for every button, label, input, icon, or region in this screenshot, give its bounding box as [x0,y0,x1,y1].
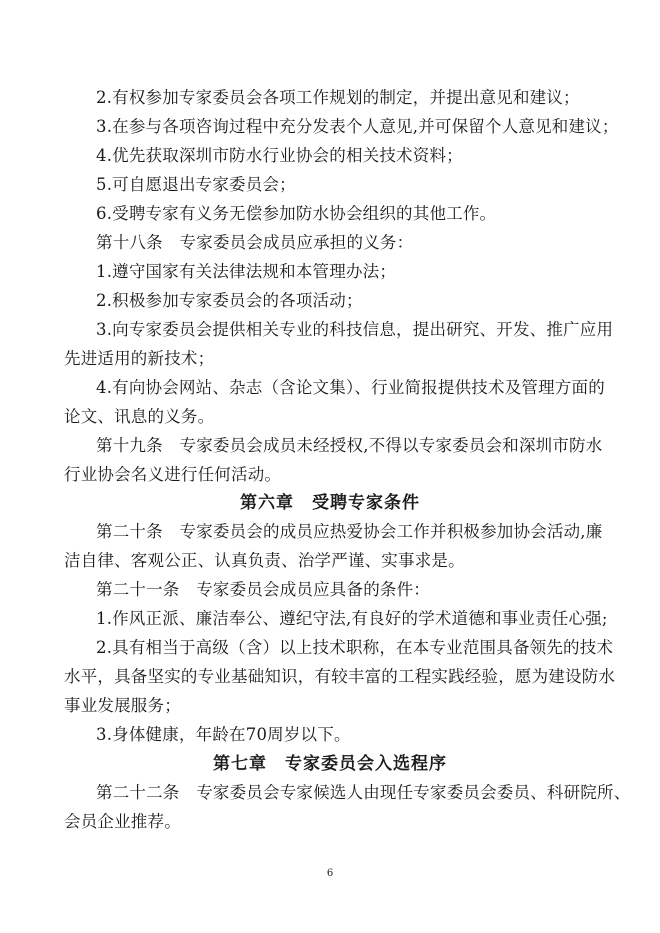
text-line: 5.可自愿退出专家委员会； [96,175,296,194]
text-line: 6.受聘专家有义务无偿参加防水协会组织的其他工作。 [96,204,497,223]
text-line: 行业协会名义进行任何活动。 [64,465,282,484]
article-19-line: 第十九条 专家委员会成员未经授权,不得以专家委员会和深圳市防水 [96,436,603,455]
text-line: 水平，具备坚实的专业基础知识，有较丰富的工程实践经验，愿为建设防水 [64,667,616,686]
text-line: 4.有向协会网站、杂志（含论文集）、行业简报提供技术及管理方面的 [96,378,605,397]
article-18-heading-line: 第十八条 专家委员会成员应承担的义务： [96,233,414,252]
text-line: 事业发展服务； [64,696,181,715]
text-line: 先进适用的新技术； [64,349,215,368]
text-line: 3.身体健康，年龄在70周岁以下。 [96,725,351,744]
text-line: 论文、讯息的义务。 [64,407,215,426]
text-line: 1.遵守国家有关法律法规和本管理办法； [96,262,397,281]
article-21-line: 第二十一条 专家委员会成员应具备的条件： [96,580,430,599]
article-22-line: 第二十二条 专家委员会专家候选人由现任专家委员会委员、科研院所、 [96,783,631,802]
chapter-6-heading: 第六章 受聘专家条件 [240,493,420,513]
text-line: 3.在参与各项咨询过程中充分发表个人意见,并可保留个人意见和建议； [96,117,619,136]
text-line: 3.向专家委员会提供相关专业的科技信息，提出研究、开发、推广应用 [96,320,614,339]
page-number: 6 [326,868,334,879]
text-line: 2.积极参加专家委员会的各项活动； [96,291,363,310]
text-line: 4.优先获取深圳市防水行业协会的相关技术资料； [96,146,463,165]
text-line: 2.有权参加专家委员会各项工作规划的制定，并提出意见和建议； [96,88,580,107]
article-20-line: 第二十条 专家委员会的成员应热爱协会工作并积极参加协会活动,廉 [96,522,603,541]
text-line: 会员企业推荐。 [64,812,181,831]
chapter-7-heading: 第七章 专家委员会入选程序 [213,754,447,774]
text-line: 1.作风正派、廉洁奉公、遵纪守法,有良好的学术道德和事业责任心强; [96,609,608,628]
text-line: 2.具有相当于高级（含）以上技术职称，在本专业范围具备领先的技术 [96,638,614,657]
text-line: 洁自律、客观公正、认真负责、治学严谨、实事求是。 [64,551,465,570]
